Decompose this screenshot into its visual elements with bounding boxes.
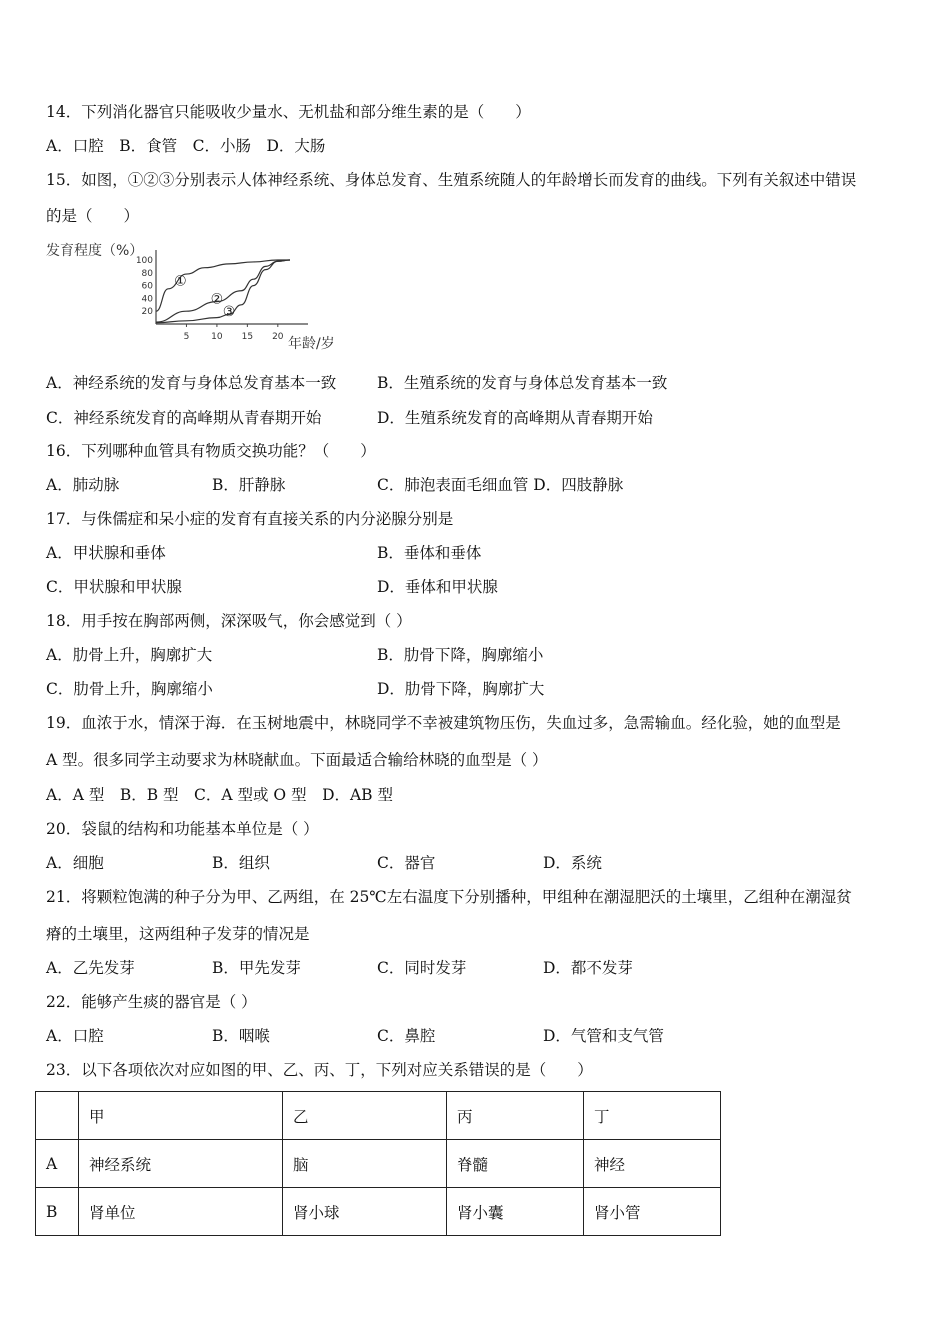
table-cell	[36, 1092, 79, 1140]
q15-option-d: D．生殖系统发育的高峰期从青春期开始	[377, 409, 653, 427]
q15-stem-line2: 的是（ ）	[46, 207, 140, 225]
x-tick-label: 10	[211, 332, 223, 342]
q22-option-a: A．口腔	[46, 1027, 104, 1045]
curve-label-1: ①	[174, 273, 187, 290]
table-cell: 甲	[79, 1092, 283, 1140]
q14-options: A．口腔 B．食管 C．小肠 D．大肠	[46, 137, 326, 155]
q19-stem-line1: 19．血浓于水，情深于海．在玉树地震中，林晓同学不幸被建筑物压伤，失血过多，急需输血。经化验，她的血型是	[46, 714, 841, 732]
q17-option-b: B．垂体和垂体	[377, 544, 482, 562]
x-axis-label: 年龄/岁	[288, 336, 335, 352]
q16-stem: 16．下列哪种血管具有物质交换功能？（ ）	[46, 442, 376, 460]
x-tick-label: 5	[183, 332, 190, 342]
table-cell: 肾小球	[283, 1188, 447, 1236]
q19-options: A．A 型 B．B 型 C．A 型或 O 型 D．AB 型	[46, 786, 394, 804]
q15-option-c: C．神经系统发育的高峰期从青春期开始	[46, 409, 322, 427]
q21-option-a: A．乙先发芽	[46, 959, 135, 977]
q16-option-cd: C．肺泡表面毛细血管 D．四肢静脉	[377, 476, 624, 494]
q22-option-b: B．咽喉	[212, 1027, 270, 1045]
table-row	[36, 1140, 721, 1188]
table-cell: 神经系统	[79, 1140, 283, 1188]
q17-option-a: A．甲状腺和垂体	[46, 544, 166, 562]
table-cell: 肾小管	[584, 1188, 721, 1236]
q15-option-b: B．生殖系统的发育与身体总发育基本一致	[377, 374, 668, 392]
chart-curves	[156, 260, 290, 323]
q18-option-d: D．肋骨下降，胸廓扩大	[377, 680, 545, 698]
table-header-row	[36, 1092, 721, 1140]
y-tick-label: 60	[141, 281, 153, 292]
table-cell: 丁	[584, 1092, 721, 1140]
table-cell: A	[36, 1140, 79, 1188]
x-tick-label: 20	[272, 332, 284, 342]
q20-option-b: B．组织	[212, 854, 270, 872]
q23-stem: 23．以下各项依次对应如图的甲、乙、丙、丁，下列对应关系错误的是（ ）	[46, 1061, 593, 1079]
q20-option-c: C．器官	[377, 854, 436, 872]
q16-option-b: B．肝静脉	[212, 476, 286, 494]
q21-option-c: C．同时发芽	[377, 959, 467, 977]
q14-stem: 14．下列消化器官只能吸收少量水、无机盐和部分维生素的是（ ）	[46, 103, 531, 121]
q20-option-d: D．系统	[543, 854, 602, 872]
q18-option-c: C．肋骨上升，胸廓缩小	[46, 680, 213, 698]
curve-label-3: ③	[222, 304, 236, 321]
q22-option-c: C．鼻腔	[377, 1027, 436, 1045]
q17-option-d: D．垂体和甲状腺	[377, 578, 498, 596]
q22-stem: 22．能够产生痰的器官是（ ）	[46, 993, 257, 1011]
q21-stem-line2: 瘠的土壤里，这两组种子发芽的情况是	[46, 925, 310, 943]
table-cell: 乙	[283, 1092, 447, 1140]
q22-option-d: D．气管和支气管	[543, 1027, 664, 1045]
q18-option-a: A．肋骨上升，胸廓扩大	[46, 646, 213, 664]
q19-stem-line2: A 型。很多同学主动要求为林晓献血。下面最适合输给林晓的血型是（ ）	[46, 751, 548, 769]
table-cell: 神经	[584, 1140, 721, 1188]
q23-table	[35, 1091, 721, 1236]
table-cell: 丙	[447, 1092, 584, 1140]
curve-label-2: ②	[210, 291, 224, 308]
q17-stem: 17．与侏儒症和呆小症的发育有直接关系的内分泌腺分别是	[46, 510, 454, 528]
q18-option-b: B．肋骨下降，胸廓缩小	[377, 646, 544, 664]
table-cell: 脑	[283, 1140, 447, 1188]
q21-stem-line1: 21．将颗粒饱满的种子分为甲、乙两组，在 25℃左右温度下分别播种，甲组种在潮湿肥沃的土壤里，乙组种在潮湿贫	[46, 888, 852, 906]
table-row	[36, 1188, 721, 1236]
y-tick-label: 40	[141, 294, 153, 305]
q15-option-a: A．神经系统的发育与身体总发育基本一致	[46, 374, 337, 392]
q20-option-a: A．细胞	[46, 854, 104, 872]
table-cell: 肾单位	[79, 1188, 283, 1236]
q15-stem-line1: 15．如图，①②③分别表示人体神经系统、身体总发育、生殖系统随人的年龄增长而发育的曲线。下列有关叙述中错误	[46, 171, 857, 189]
q21-option-d: D．都不发芽	[543, 959, 633, 977]
x-tick-label: 15	[241, 332, 254, 342]
table-cell: 脊髓	[447, 1140, 584, 1188]
y-tick-label: 100	[135, 256, 153, 266]
y-tick-label: 20	[141, 307, 153, 318]
q20-stem: 20．袋鼠的结构和功能基本单位是（ ）	[46, 820, 319, 838]
q17-option-c: C．甲状腺和甲状腺	[46, 578, 182, 596]
y-axis-label: 发育程度（%）	[46, 243, 144, 259]
y-tick-label: 80	[141, 268, 153, 279]
development-curve-chart	[44, 238, 354, 358]
table-cell: B	[36, 1188, 79, 1236]
q21-option-b: B．甲先发芽	[212, 959, 301, 977]
table-cell: 肾小囊	[447, 1188, 584, 1236]
q18-stem: 18．用手按在胸部两侧，深深吸气，你会感觉到（ ）	[46, 612, 412, 630]
q16-option-a: A．肺动脉	[46, 476, 120, 494]
